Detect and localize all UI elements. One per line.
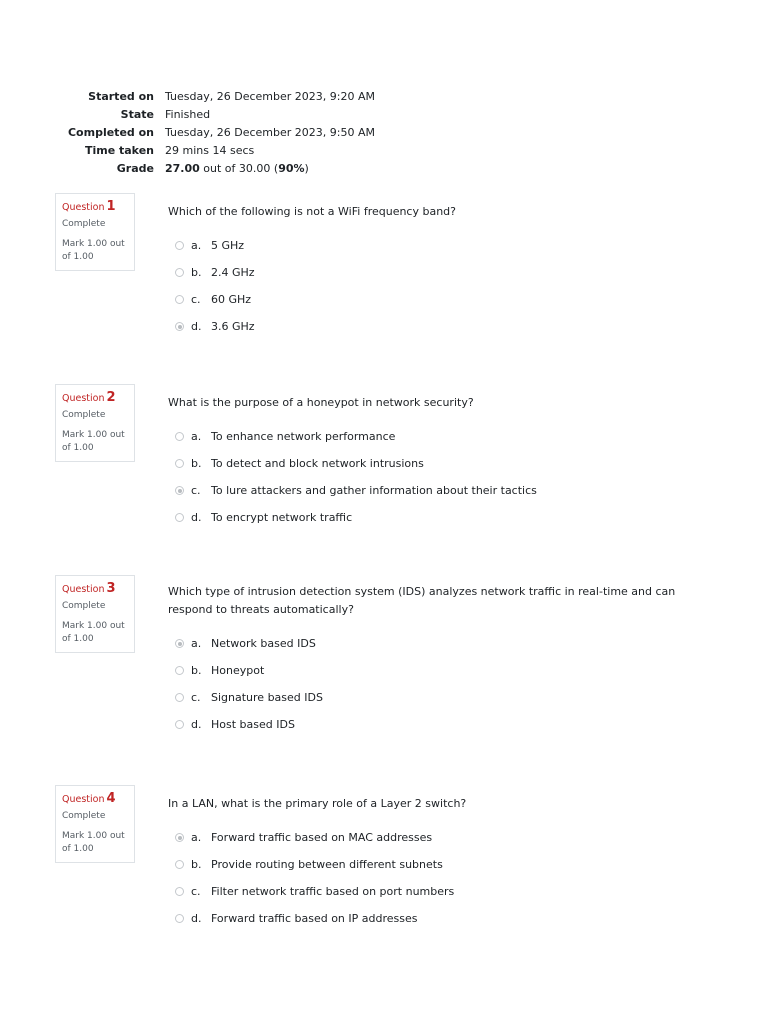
question-text: Which of the following is not a WiFi frequency band? — [168, 205, 457, 218]
radio-button[interactable] — [175, 720, 184, 729]
question-info — [55, 785, 135, 863]
summary-value: 29 mins 14 secs — [165, 143, 255, 157]
option-letter: b. — [191, 266, 202, 279]
question-text: Which type of intrusion detection system (IDS) analyzes network traffic in real-time and can respond to threats automatically? — [168, 585, 676, 616]
attempt-summary — [0, 87, 375, 177]
question-text: In a LAN, what is the primary role of a Layer 2 switch? — [168, 797, 467, 810]
answer-list — [168, 824, 708, 932]
answer-option[interactable] — [168, 286, 708, 313]
answer-list — [168, 630, 708, 738]
option-text: Filter network traffic based on port numbers — [211, 885, 455, 898]
radio-button[interactable] — [175, 914, 184, 923]
answer-option[interactable] — [168, 450, 708, 477]
radio-selected[interactable] — [175, 322, 184, 331]
summary-row-time-taken — [0, 141, 375, 159]
answer-option[interactable] — [168, 630, 708, 657]
summary-value: Finished — [165, 107, 211, 121]
answer-list — [168, 423, 708, 531]
answer-option[interactable] — [168, 423, 708, 450]
option-text: 5 GHz — [211, 239, 245, 252]
option-letter: a. — [191, 637, 202, 650]
summary-row-started — [0, 87, 375, 105]
question-label: Question — [62, 584, 105, 595]
answer-list — [168, 232, 708, 340]
option-text: Forward traffic based on IP addresses — [211, 912, 418, 925]
radio-selected[interactable] — [175, 833, 184, 842]
question-mark: Mark 1.00 out of 1.00 — [62, 239, 125, 262]
radio-button[interactable] — [175, 513, 184, 522]
option-letter: d. — [191, 718, 202, 731]
summary-row-grade — [0, 159, 375, 177]
question-state: Complete — [62, 601, 106, 611]
question-content — [168, 203, 708, 340]
option-text: Host based IDS — [211, 718, 295, 731]
question-number — [62, 791, 128, 808]
summary-value: Tuesday, 26 December 2023, 9:20 AM — [165, 89, 375, 103]
summary-label: Completed on — [67, 125, 154, 139]
option-letter: a. — [191, 430, 202, 443]
option-text: To encrypt network traffic — [211, 511, 353, 524]
radio-selected[interactable] — [175, 486, 184, 495]
option-letter: a. — [191, 831, 202, 844]
option-letter: c. — [191, 691, 201, 704]
option-text: 2.4 GHz — [211, 266, 255, 279]
question-mark: Mark 1.00 out of 1.00 — [62, 831, 125, 854]
answer-option[interactable] — [168, 313, 708, 340]
option-letter: c. — [191, 293, 201, 306]
answer-option[interactable] — [168, 824, 708, 851]
question-num: 2 — [106, 390, 116, 405]
grade-score: 27.00 — [165, 161, 200, 175]
question-state: Complete — [62, 811, 106, 821]
answer-option[interactable] — [168, 477, 708, 504]
option-text: Provide routing between different subnets — [211, 858, 443, 871]
answer-option[interactable] — [168, 878, 708, 905]
option-text: To enhance network performance — [211, 430, 396, 443]
answer-option[interactable] — [168, 232, 708, 259]
summary-label: Started on — [88, 89, 154, 103]
answer-option[interactable] — [168, 711, 708, 738]
radio-button[interactable] — [175, 241, 184, 250]
question-num: 4 — [106, 791, 116, 806]
question-num: 1 — [106, 199, 116, 214]
question-mark: Mark 1.00 out of 1.00 — [62, 621, 125, 644]
summary-value: Tuesday, 26 December 2023, 9:50 AM — [165, 125, 375, 139]
answer-option[interactable] — [168, 259, 708, 286]
option-letter: b. — [191, 664, 202, 677]
option-letter: c. — [191, 885, 201, 898]
radio-button[interactable] — [175, 860, 184, 869]
option-letter: d. — [191, 511, 202, 524]
question-content — [168, 394, 708, 531]
option-letter: b. — [191, 858, 202, 871]
option-text: To lure attackers and gather information about their tactics — [211, 484, 537, 497]
option-text: 3.6 GHz — [211, 320, 255, 333]
summary-row-state — [0, 105, 375, 123]
summary-label: State — [120, 107, 154, 121]
radio-button[interactable] — [175, 268, 184, 277]
grade-value — [165, 162, 309, 175]
answer-option[interactable] — [168, 851, 708, 878]
option-text: To detect and block network intrusions — [211, 457, 424, 470]
radio-button[interactable] — [175, 693, 184, 702]
summary-label: Time taken — [84, 143, 154, 157]
radio-button[interactable] — [175, 666, 184, 675]
question-number — [62, 199, 128, 216]
question-text: What is the purpose of a honeypot in network security? — [168, 396, 474, 409]
summary-row-completed — [0, 123, 375, 141]
option-text: 60 GHz — [211, 293, 252, 306]
question-info — [55, 384, 135, 462]
question-content — [168, 795, 708, 932]
question-info — [55, 193, 135, 271]
question-label: Question — [62, 794, 105, 805]
answer-option[interactable] — [168, 504, 708, 531]
radio-button[interactable] — [175, 432, 184, 441]
question-info — [55, 575, 135, 653]
answer-option[interactable] — [168, 905, 708, 932]
question-number — [62, 390, 128, 407]
option-text: Honeypot — [211, 664, 265, 677]
question-state: Complete — [62, 410, 106, 420]
question-num: 3 — [106, 581, 116, 596]
question-mark: Mark 1.00 out of 1.00 — [62, 430, 125, 453]
summary-label: Grade — [116, 161, 154, 175]
option-text: Signature based IDS — [211, 691, 323, 704]
radio-button[interactable] — [175, 459, 184, 468]
option-letter: c. — [191, 484, 201, 497]
question-state: Complete — [62, 219, 106, 229]
answer-option[interactable] — [168, 657, 708, 684]
answer-option[interactable] — [168, 684, 708, 711]
question-label: Question — [62, 202, 105, 213]
question-label: Question — [62, 393, 105, 404]
option-text: Network based IDS — [211, 637, 316, 650]
option-letter: d. — [191, 320, 202, 333]
radio-button[interactable] — [175, 887, 184, 896]
radio-button[interactable] — [175, 295, 184, 304]
option-letter: d. — [191, 912, 202, 925]
grade-mid: out of 30.00 ( — [199, 161, 279, 175]
question-content — [168, 583, 708, 738]
radio-selected[interactable] — [175, 639, 184, 648]
option-letter: a. — [191, 239, 202, 252]
option-text: Forward traffic based on MAC addresses — [211, 831, 433, 844]
option-letter: b. — [191, 457, 202, 470]
grade-end: ) — [304, 161, 309, 175]
question-number — [62, 581, 128, 598]
grade-percent: 90% — [278, 161, 305, 175]
